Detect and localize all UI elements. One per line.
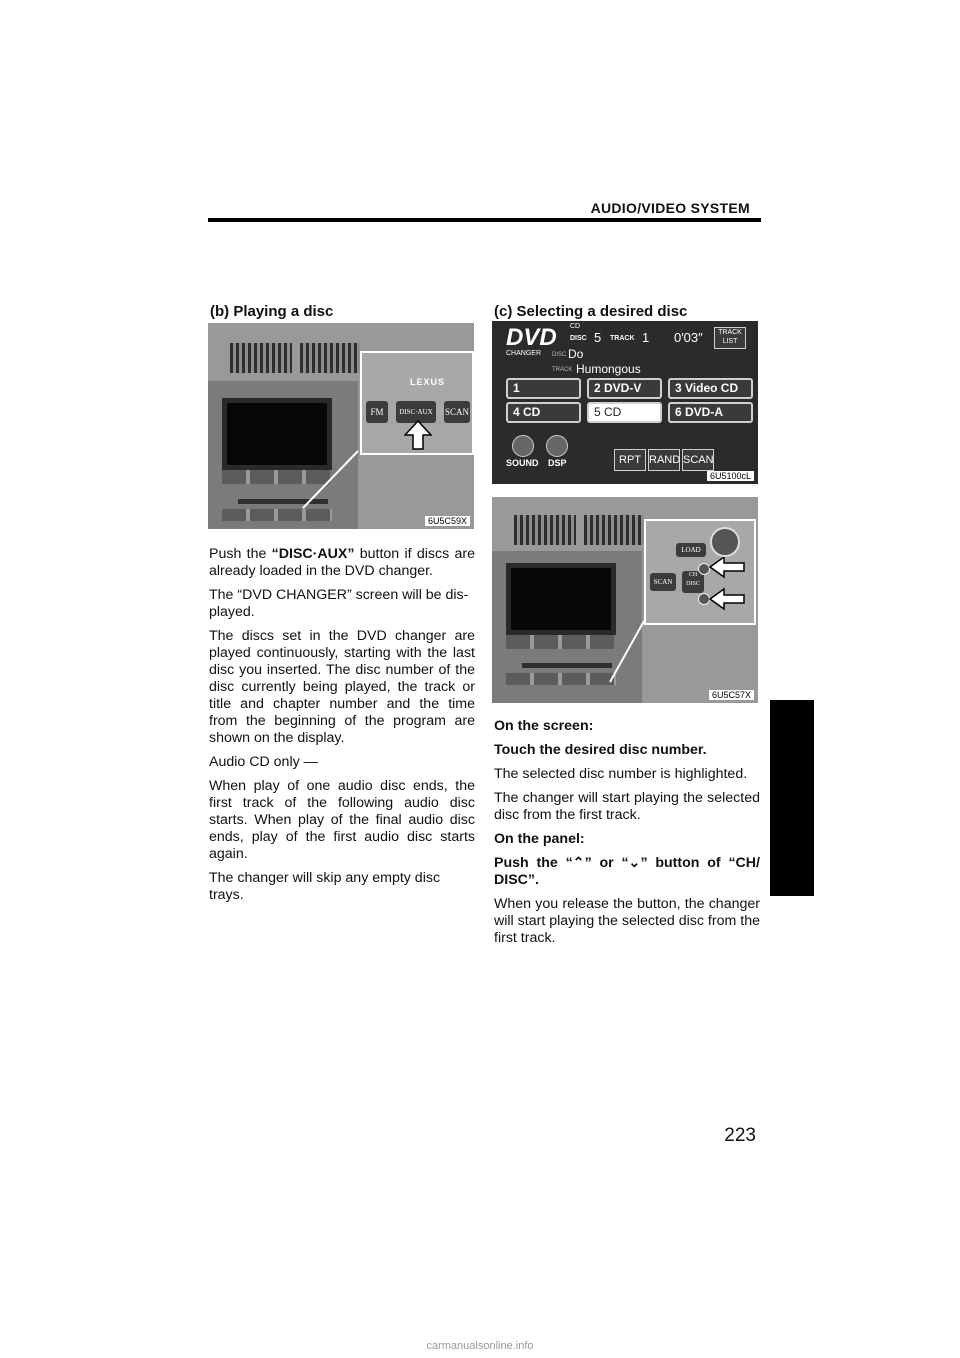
disc-aux-button[interactable]: DISC·AUX bbox=[396, 401, 436, 423]
dashboard-figure-disc-aux bbox=[208, 323, 474, 529]
heading-on-the-screen: On the screen: bbox=[494, 718, 594, 734]
fm-button[interactable]: FM bbox=[366, 401, 388, 423]
figure-code: 6U5C57X bbox=[709, 690, 754, 700]
current-disc-number: 5 bbox=[594, 330, 602, 345]
arrow-up-icon bbox=[404, 419, 432, 451]
rand-button[interactable]: RAND bbox=[648, 449, 680, 471]
dsp-button[interactable]: DSP bbox=[548, 458, 567, 468]
paragraph-highlighted: The selected disc number is highlighted. bbox=[494, 766, 748, 782]
instruction-push-ch-disc: Push the “⌃” or “⌄” button of “CH/ DISC”. bbox=[494, 855, 760, 888]
left-heading: (b) Playing a disc bbox=[210, 303, 334, 320]
dsp-icon bbox=[546, 435, 568, 457]
header-rule bbox=[208, 218, 761, 222]
knob[interactable] bbox=[710, 527, 740, 557]
disc-button-2[interactable]: 2 DVD-V bbox=[587, 378, 662, 399]
paragraph-release-button: When you release the button, the changer will start playing the selected disc from the first track. bbox=[494, 896, 760, 946]
dvd-logo: DVD bbox=[506, 324, 557, 351]
arrow-left-icons bbox=[708, 557, 748, 613]
elapsed-time: 0′03″ bbox=[674, 330, 703, 345]
screen-scan-button[interactable]: SCAN bbox=[682, 449, 714, 471]
watermark: carmanualsonline.info bbox=[426, 1340, 534, 1352]
dvd-changer-screen-figure: DVD CHANGER CD DISC 5 TRACK 1 0′03″ TRACK LIST DISC Do TRACK Humongous 1 2 DVD-V 3 Video CD 4 CD 5 CD 6 DVD-A SOUND DSP RPT RAND SCAN 6U5100cL bbox=[492, 321, 758, 484]
paragraph-start-playing: The changer will start playing the selected disc from the first track. bbox=[494, 790, 760, 823]
paragraph-audio-disc-ends: When play of one audio disc ends, the first track of the following audio disc starts. When play of the final audio disc ends, play of the first audio disc starts again. bbox=[209, 778, 475, 862]
ch-disc-label: CH DISC bbox=[682, 571, 704, 593]
track-title: Humongous bbox=[576, 362, 641, 376]
heading-on-the-panel: On the panel: bbox=[494, 831, 585, 847]
figure-code: 6U5C59X bbox=[425, 516, 470, 526]
figure-code: 6U5100cL bbox=[707, 471, 754, 481]
lexus-logo: LEXUS bbox=[410, 377, 446, 387]
sound-button[interactable]: SOUND bbox=[506, 458, 539, 468]
scan-button[interactable]: SCAN bbox=[444, 401, 470, 423]
paragraph-push-disc-aux: Push the “DISC·AUX” button if discs are already loaded in the DVD changer. bbox=[209, 546, 475, 579]
disc-button-5-selected[interactable]: 5 CD bbox=[587, 402, 662, 423]
disc-title: Do bbox=[568, 347, 584, 361]
section-tab bbox=[770, 700, 814, 896]
callout-panel bbox=[360, 351, 474, 455]
load-button[interactable]: LOAD bbox=[676, 543, 706, 557]
paragraph-audio-cd-only: Audio CD only — bbox=[209, 754, 318, 770]
disc-button-6[interactable]: 6 DVD-A bbox=[668, 402, 753, 423]
disc-button-1[interactable]: 1 bbox=[506, 378, 581, 399]
disc-button-4[interactable]: 4 CD bbox=[506, 402, 581, 423]
dashboard-figure-ch-disc bbox=[492, 497, 758, 703]
paragraph-screen-displayed: The “DVD CHANGER” screen will be dis-played. bbox=[209, 587, 469, 620]
rpt-button[interactable]: RPT bbox=[614, 449, 646, 471]
paragraph-skip-empty: The changer will skip any empty disc trays. bbox=[209, 870, 441, 903]
right-heading: (c) Selecting a desired disc bbox=[494, 303, 688, 320]
instruction-touch-disc: Touch the desired disc number. bbox=[494, 742, 707, 758]
page-number: 223 bbox=[724, 1125, 756, 1146]
callout-panel bbox=[644, 519, 756, 625]
sound-icon bbox=[512, 435, 534, 457]
panel-scan-button[interactable]: SCAN bbox=[650, 573, 676, 591]
paragraph-continuous-play: The discs set in the DVD changer are played continuously, starting with the last disc you inserted. The disc number of the disc currently being played, the track or title and chapter number and the time from the beginning of the program are shown on the display. bbox=[209, 628, 475, 746]
disc-button-3[interactable]: 3 Video CD bbox=[668, 378, 753, 399]
section-title: AUDIO/VIDEO SYSTEM bbox=[590, 200, 750, 216]
track-list-button[interactable]: TRACK LIST bbox=[714, 327, 746, 349]
current-track-number: 1 bbox=[642, 330, 650, 345]
